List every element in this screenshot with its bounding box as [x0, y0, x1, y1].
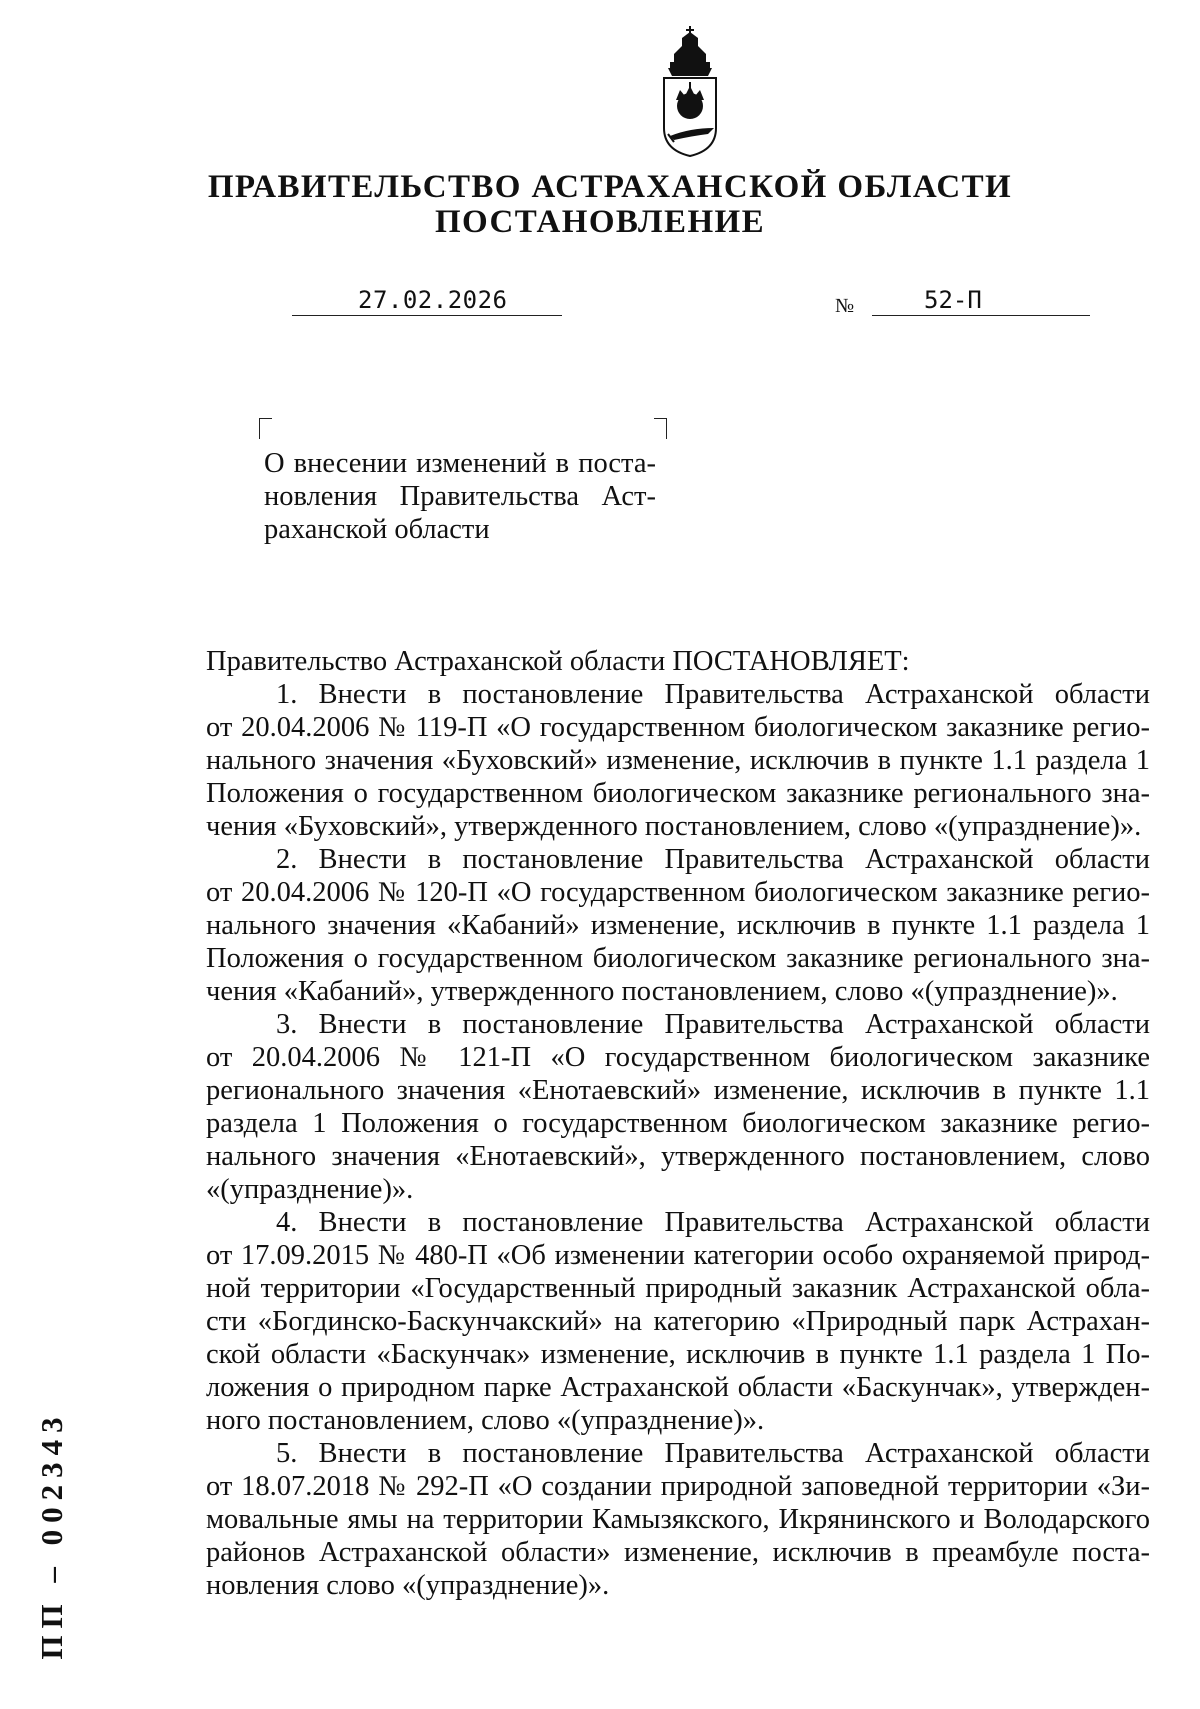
- item-line: нального значения «Буховский» изменение, исключив в пункте 1.1 раздела 1: [206, 745, 1150, 776]
- item-line: раздела 1 Положения о государственном биологическом заказнике регио-: [206, 1108, 1150, 1139]
- item-line: 4. Внести в постановление Правительства Астраханской области: [276, 1207, 1150, 1238]
- subject-corner-right: [654, 418, 667, 439]
- item-line: 2. Внести в постановление Правительства Астраханской области: [276, 844, 1150, 875]
- item-line: от 20.04.2006 № 121-П «О государственном биологическом заказнике: [206, 1042, 1150, 1073]
- item-line: чения «Кабаний», утвержденного постановлением, слово «(упразднение)».: [206, 976, 1118, 1007]
- item-3: [206, 1008, 1150, 1206]
- item-line: от 20.04.2006 № 120-П «О государственном биологическом заказнике регио-: [206, 877, 1150, 908]
- item-line: ной территории «Государственный природный заказник Астраханской обла-: [206, 1273, 1150, 1304]
- document-number: 52-П: [872, 285, 1090, 316]
- preamble: Правительство Астраханской области ПОСТАНОВЛЯЕТ:: [206, 646, 910, 677]
- item-line: ного постановлением, слово «(упразднение)».: [206, 1405, 765, 1436]
- item-line: новления слово «(упразднение)».: [206, 1570, 610, 1601]
- item-line: ской области «Баскунчак» изменение, исключив в пункте 1.1 раздела 1 По-: [206, 1339, 1150, 1370]
- item-line: от 17.09.2015 № 480-П «Об изменении категории особо охраняемой природ-: [206, 1240, 1150, 1271]
- item-1: [206, 678, 1150, 843]
- item-line: нального значения «Кабаний» изменение, исключив в пункте 1.1 раздела 1: [206, 910, 1150, 941]
- document-type-title: ПОСТАНОВЛЕНИЕ: [434, 204, 765, 240]
- document-body: [206, 645, 1150, 1602]
- subject-line: раханской области: [264, 514, 490, 545]
- item-line: сти «Богдинско-Баскунчакский» на категорию «Природный парк Астрахан-: [206, 1306, 1150, 1337]
- document-subject: [264, 447, 656, 546]
- item-line: чения «Буховский», утвержденного постановлением, слово «(упразднение)».: [206, 811, 1142, 842]
- item-4: [206, 1206, 1150, 1437]
- form-serial-number: [22, 1390, 82, 1680]
- form-serial-text: ПП – 002343: [34, 1410, 69, 1660]
- item-line: ложения о природном парке Астраханской области «Баскунчак», утвержден-: [206, 1372, 1150, 1403]
- subject-line: новления Правительства Аст-: [264, 481, 656, 512]
- item-2: [206, 843, 1150, 1008]
- item-line: 1. Внести в постановление Правительства Астраханской области: [276, 679, 1150, 710]
- item-line: 3. Внести в постановление Правительства Астраханской области: [276, 1009, 1150, 1040]
- subject-corner-left: [259, 418, 272, 439]
- item-line: мовальные ямы на территории Камызякского, Икрянинского и Володарского: [206, 1504, 1150, 1535]
- coat-of-arms-icon: [652, 24, 728, 160]
- number-sign: №: [835, 295, 855, 317]
- document-date: 27.02.2026: [292, 285, 562, 316]
- item-line: регионального значения «Енотаевский» изменение, исключив в пункте 1.1: [206, 1075, 1150, 1106]
- item-line: нального значения «Енотаевский», утвержденного постановлением, слово: [206, 1141, 1150, 1172]
- item-line: «(упразднение)».: [206, 1174, 414, 1205]
- item-line: от 20.04.2006 № 119-П «О государственном биологическом заказнике регио-: [206, 712, 1150, 743]
- item-line: Положения о государственном биологическом заказнике регионального зна-: [206, 778, 1150, 809]
- subject-line: О внесении изменений в поста-: [264, 448, 656, 479]
- item-5: [206, 1437, 1150, 1602]
- item-line: районов Астраханской области» изменение, исключив в преамбуле поста-: [206, 1537, 1150, 1568]
- item-line: от 18.07.2018 № 292-П «О создании природной заповедной территории «Зи-: [206, 1471, 1150, 1502]
- item-line: 5. Внести в постановление Правительства Астраханской области: [276, 1438, 1150, 1469]
- organization-title: ПРАВИТЕЛЬСТВО АСТРАХАНСКОЙ ОБЛАСТИ: [207, 169, 1013, 205]
- item-line: Положения о государственном биологическом заказнике регионального зна-: [206, 943, 1150, 974]
